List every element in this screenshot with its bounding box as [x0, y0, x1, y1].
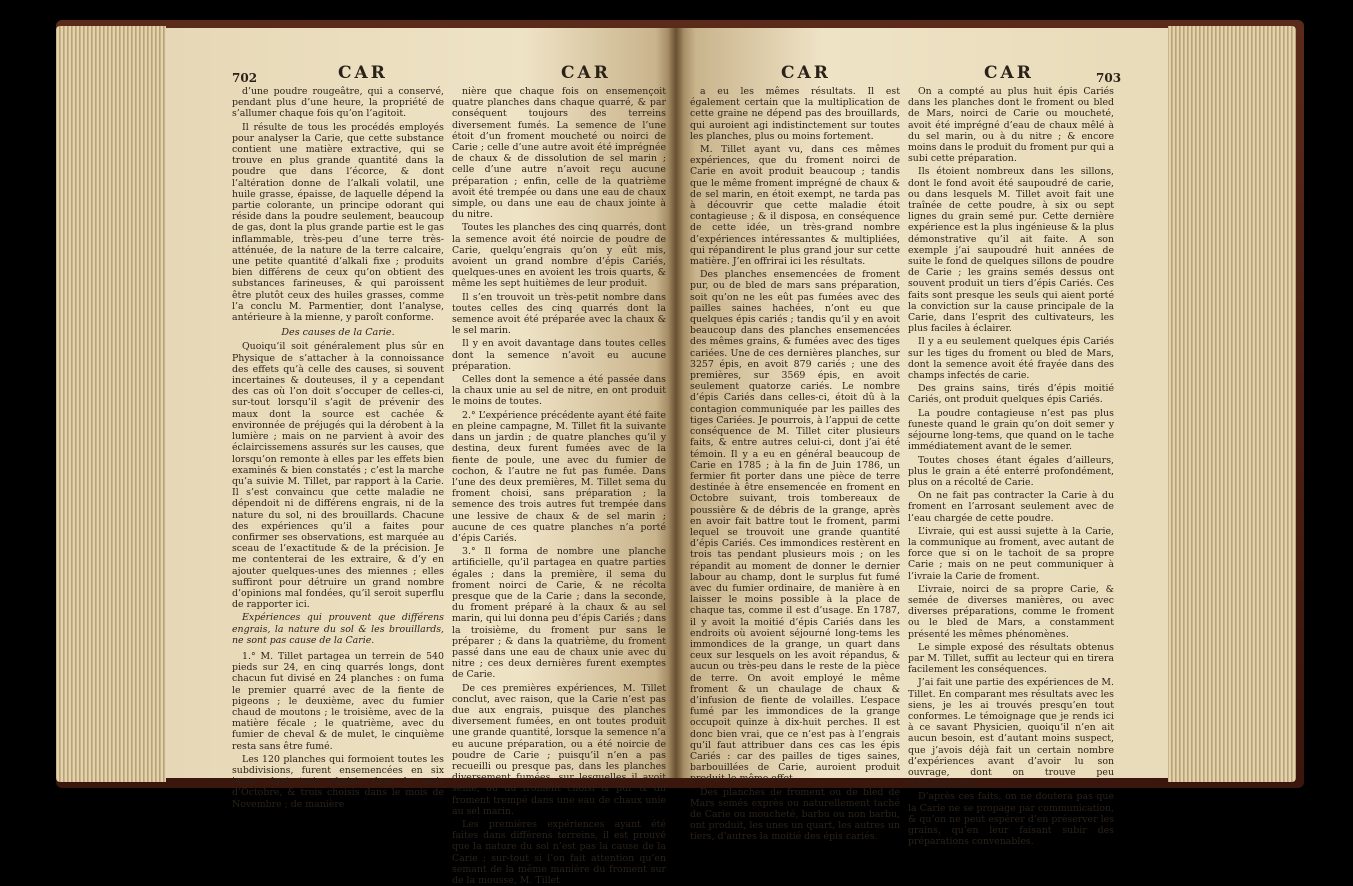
paragraph: d’une poudre rougeâtre, qui a conservé, pendant plus d’une heure, la propriété de s’allumer chaque fois qu’on l’agitoit.	[232, 86, 444, 120]
paragraph: Des grains sains, tirés d’épis moitié Cariés, ont produit quelques épis Cariés.	[908, 383, 1114, 406]
right-page-number: 703	[1096, 71, 1122, 85]
right-page-column-1	[690, 86, 900, 843]
paragraph: On ne fait pas contracter la Carie à du froment en l’arrosant seulement avec de l’eau chargée de cette poudre.	[908, 490, 1114, 524]
section-heading: Des causes de la Carie.	[281, 327, 395, 339]
paragraph: Toutes choses étant égales d’ailleurs, plus le grain a été enterré profondément, plus on a récolté de Carie.	[908, 454, 1114, 488]
paragraph: La poudre contagieuse n’est pas plus funeste quand le grain qu’on doit semer y séjourne long-tems, que quand on le tache immédiatement avant de le semer.	[908, 407, 1114, 453]
paragraph: De ces premières expériences, M. Tillet conclut, avec raison, que la Carie n’est pas due aux engrais, puisque des planches diversement fumées, en ont toutes produit une grande quantité, lorsque la semence n’a eu aucune préparation, ou a été noircie de poudre de Carie ; puisqu’il n’en a pas recueilli ou presque pas, dans les planches diversement fumées, sur lesquelles il avoit semé, ou du froment choisi & pur & du froment trempé dans une eau de chaux unie au sel marin.	[452, 682, 666, 817]
paragraph: 2.° L’expérience précédente ayant été faite en pleine campagne, M. Tillet fit la suivante dans un jardin ; de quatre planches qu’il y destina, deux furent fumées avec de la fiente de poule, une avec du fumier de cochon, & l’autre ne fut pas fumée. Dans l’une des deux premières, M. Tillet sema du froment choisi, sans préparation ; la semence des trois autres fut trempée dans une lessive de chaux & de sel marin ; aucune de ces quatre planches n’a porté d’épis Cariés.	[452, 409, 666, 544]
paragraph: L’ivraie, noirci de sa propre Carie, & semée de diverses manières, ou avec diverses préparations, comme le froment ou le bled de Mars, a constamment présenté les mêmes phénomènes.	[908, 583, 1114, 640]
paragraph: 3.° Il forma de nombre une planche artificielle, qu’il partagea en quatre parties égales ; dans la première, il sema du froment noirci de Carie, & ne récolta presque que de la Carie ; dans la seconde, du froment préparé à la chaux & au sel marin, qui lui donna peu d’épis Cariés ; dans la troisième, du froment pur sans le préparer ; & dans la quatrième, du froment passé dans une eau de chaux unie avec du nitre ; ces deux dernières furent exemptes de Carie.	[452, 546, 666, 681]
experiment-heading: Expériences qui prouvent que différens engrais, la nature du sol & les brouillards, ne sont pas cause de la Carie.	[232, 612, 444, 646]
paragraph: J’ai fait une partie des expériences de M. Tillet. En comparant mes résultats avec les siens, je les ai trouvés presqu’en tout conformes. Le témoignage que je rends ici à ce savant Physicien, quoiqu’il n’en ait aucun besoin, est d’autant moins suspect, que j’avois déjà fait un certain nombre d’expériences avant d’avoir lu son ouvrage, dont on trouve peu d’exemplaires.	[908, 677, 1114, 790]
left-page-number: 702	[232, 71, 258, 85]
paragraph: Il y a eu seulement quelques épis Cariés sur les tiges du froment ou bled de Mars, dont la semence avoit été frayée dans des champs infectés de carie.	[908, 336, 1114, 382]
paragraph: a eu les mêmes résultats. Il est également certain que la multiplication de cette graine ne dépend pas des brouillards, qui auroient agi indistinctement sur toutes les planches, plus ou moins fortement.	[690, 86, 900, 142]
paragraph: Il y en avoit davantage dans toutes celles dont la semence n’avoit eu aucune préparation.	[452, 338, 666, 372]
paragraph: Des planches ensemencées de froment pur, ou de bled de mars sans préparation, soit qu’on ne les eût pas fumées avec des pailles saines hachées, n’ont eu que quelques épis cariés ; tandis qu’il y en avoit beaucoup dans des planches ensemencées des mêmes grains, & fumées avec des tiges cariées. Une de ces dernières planches, sur 3257 épis, en avoit 879 cariés ; une des premières, sur 3569 épis, en avoit seulement quatorze cariés. Le nombre d’épis Cariés dans celles-ci, étoit dû à la contagion communiquée par les pailles des tiges Cariées. Je pourrois, à l’appui de cette conséquence de M. Tillet citer plusieurs faits, & entre autres celui-ci, dont j’ai été témoin. Il y a eu en général beaucoup de Carie en 1785 ; à la fin de Juin 1786, un fermier fit porter dans une pièce de terre destinée à être ensemencée en froment en Octobre suivant, trois tombereaux de poussière & de débris de la grange, après en avoir fait battre tout le froment, parmi lequel se trouvoit une grande quantité d’épis Cariés. Ces immondices restèrent en trois tas pendant plusieurs mois ; on les répandit au moment de donner le dernier labour au champ, dont le surplus fut fumé avec du fumier ordinaire, de manière à en laisser le moins possible à la place de chaque tas, comme il est d’usage. En 1787, il y avoit la moitié d’épis Cariés dans les endroits où avoient séjourné long-tems les immondices de la grange, un quart dans ceux sur lesquels on les avoit répandus, & aucun ou très-peu dans le reste de la pièce de terre. On avoit employé le même froment & un chaulage de chaux & d’infusion de fiente de volailles. L’espace fumé par les immondices de la grange occupoit quinze à dix-huit perches. Il est donc bien vrai, que ce n’est pas à l’engrais qu’il faut attribuer dans ces cas les épis Cariés : car des pailles de tiges saines, barbouillées de Carie, auroient produit produit le même effet.	[690, 269, 900, 785]
left-running-head-2: CAR	[561, 63, 611, 83]
paragraph: Des planches de froment ou de bled de Mars semés exprès ou naturellement taché de Carie ou moucheté, barbu ou non barbu, ont produit, les unes un quart, les autres un tiers, d’autres la moitié des épis cariés.	[690, 786, 900, 843]
paragraph: Il résulte de tous les procédés employés pour analyser la Carie, que cette substance contient une matière extractive, qui se trouve en plus grande quantité dans la poudre que dans l’écorce, & dont l’altération donne de l’alkali volatil, une huile grasse, épaisse, de laquelle dépend la partie colorante, un principe odorant qui réside dans la poudre seulement, beaucoup de gas, dont la plus grande partie est le gas inflammable, très-peu d’une terre très-atténuée, de la nature de la terre calcaire, une petite quantité d’alkali fixe ; produits bien différens de ceux qu’on obtient des substances farineuses, & qui paroissent être plutôt ceux des huiles grasses, comme l’a conclu M. Parmentier, dont l’analyse, antérieure à la mienne, y paroît conforme.	[232, 121, 444, 324]
left-page-edges	[56, 26, 166, 782]
book-gutter	[668, 28, 684, 778]
paragraph: L’ivraie, qui est aussi sujette à la Carie, la communique au froment, avec autant de force que si on le tachoit de sa propre Carie ; mais on ne peut communiquer à l’ivraie la Carie de froment.	[908, 525, 1114, 582]
paragraph: Les 120 planches qui formoient toutes les subdivisions, furent ensemencées en six jours, dont trois choisis dans le mois d’Octobre, & trois choisis dans le mois de Novembre ; de manière	[232, 753, 444, 810]
paragraph: Les premières expériences ayant été faites dans différens terreins, il est prouvé que la nature du sol n’est pas la cause de la Carie ; sur-tout si l’on fait attention qu’en semant de la même manière du froment sur de la mousse, M. Tillet	[452, 819, 666, 886]
paragraph: Il s’en trouvoit un très-petit nombre dans toutes celles des cinq quarrés dont la semence avoit été préparée avec la chaux & le sel marin.	[452, 291, 666, 337]
paragraph: On a compté au plus huit épis Cariés dans les planches dont le froment ou bled de Mars, noirci de Carie ou moucheté, avoit été imprégné d’eau de chaux mêlé à du sel marin, ou à du nitre ; & encore moins dans le produit du froment pur qui a subi cette préparation.	[908, 86, 1114, 165]
left-page-column-2	[452, 86, 666, 886]
paragraph: Ils étoient nombreux dans les sillons, dont le fond avoit été saupoudré de carie, ou dans lesquels M. Tillet avoit fait une traînée de cette poudre, à six ou sept lignes du grain semé pur. Cette dernière expérience est la plus ingénieuse & la plus démonstrative qu’il ait faite. A son exemple j’ai saupoudré huit années de suite le fond de quelques sillons de poudre de Carie ; les grains semés dessus ont souvent produit un tiers d’épis Cariés. Ces faits sont presque les seuls qui aient porté la conviction sur la cause principale de la Carie, dans l’esprit des cultivateurs, les plus faciles à éclairer.	[908, 166, 1114, 335]
paragraph: Celles dont la semence a été passée dans la chaux unie au sel de nitre, en ont produit le moins de toutes.	[452, 374, 666, 408]
right-running-head-2: CAR	[984, 63, 1034, 83]
paragraph: Quoiqu’il soit généralement plus sûr en Physique de s’attacher à la connoissance des effets qu’à celle des causes, si souvent incertaines & douteuses, il y a cependant des cas où l’on doit s’occuper de celles-ci, sur-tout lorsqu’il s’agit de prévenir des maux dont la source est cachée & environnée de préjugés qui la dérobent à la lumière ; mais on ne parvient à avoir des éclaircissemens assurés sur les causes, que lorsqu’on remonte à elles par les effets bien examinés & bien constatés ; c’est la marche qu’a suivie M. Tillet, par rapport à la Carie. Il s’est convaincu que cette maladie ne dépendoit ni de différens engrais, ni de la nature du sol, ni des brouillards. Chacune des expériences qu’il a faites pour confirmer ses observations, est marquée au sceau de l’exactitude & de la précision. Je me contenterai de les extraire, & d’y en ajouter quelques-unes des miennes ; elles suffiront pour détruire un grand nombre d’opinions mal fondées, qu’il seroit superflu de rapporter ici.	[232, 341, 444, 611]
left-running-head-1: CAR	[338, 63, 388, 83]
right-page-edges	[1168, 26, 1296, 782]
paragraph: M. Tillet ayant vu, dans ces mêmes expériences, que du froment noirci de Carie en avoit produit beaucoup ; tandis que le même froment imprégné de chaux & de sel marin, en étoit exempt, ne tarda pas à découvrir que cette maladie étoit contagieuse ; & il disposa, en conséquence de cette idée, un très-grand nombre d’expériences intéressantes & multipliées, qui répandirent le plus grand jour sur cette matière. J’en offrirai ici les résultats.	[690, 144, 900, 268]
right-page-column-2	[908, 86, 1114, 848]
left-page-column-1	[232, 86, 444, 810]
paragraph: Le simple exposé des résultats obtenus par M. Tillet, suffit au lecteur qui en tirera facilement les conséquences.	[908, 641, 1114, 676]
paragraph: Toutes les planches des cinq quarrés, dont la semence avoit été noircie de poudre de Carie, quelqu’engrais qu’on y eût mis, avoient un grand nombre d’épis Cariés, quelques-unes en avoient les trois quarts, & même les sept huitièmes de leur produit.	[452, 222, 666, 290]
paragraph: 1.° M. Tillet partagea un terrein de 540 pieds sur 24, en cinq quarrés longs, dont chacun fut divisé en 24 planches : on fuma le premier quarré avec de la fiente de pigeons ; le deuxième, avec du fumier chaud de moutons ; le troisième, avec de la matière fécale ; le quatrième, avec du fumier de cheval & de mulet, le cinquième resta sans être fumé.	[232, 650, 444, 752]
paragraph: D’après ces faits, on ne doutera pas que la Carie ne se propage par communication, & qu’on ne peut espérer d’en préserver les grains, qu’en leur faisant subir des préparations convenables.	[908, 791, 1114, 848]
paragraph: nière que chaque fois on ensemençoit quatre planches dans chaque quarré, & par conséquent toujours des terreins diversement fumés. La semence de l’une étoit d’un froment moucheté ou noirci de Carie ; celle d’une autre avoit été imprégnée de chaux & de dissolution de sel marin ; celle d’une autre n’avoit reçu aucune préparation ; enfin, celle de la quatrième avoit été trempée ou dans une eau de chaux simple, ou dans une eau de chaux jointe à du nitre.	[452, 86, 666, 221]
right-running-head-1: CAR	[781, 63, 831, 83]
